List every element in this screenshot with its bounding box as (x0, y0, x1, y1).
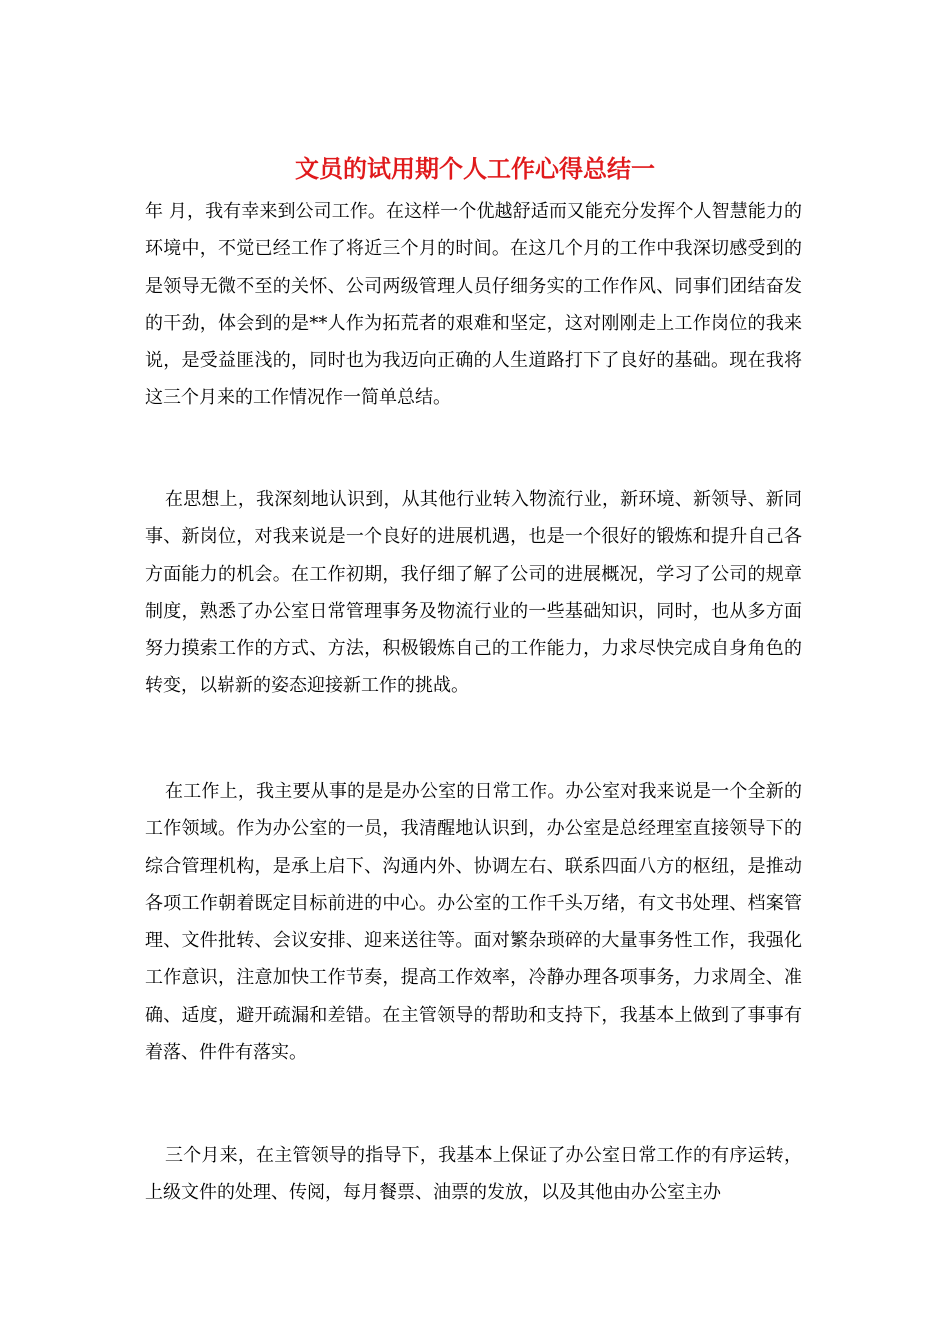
paragraph-work: 在工作上，我主要从事的是是办公室的日常工作。办公室对我来说是一个全新的工作领域。作为办公室的一员，我清醒地认识到，办公室是总经理室直接领导下的综合管理机构，是承上启下、沟通内外、协调左右、联系四面八方的枢纽，是推动各项工作朝着既定目标前进的中心。办公室的工作千头万绪，有文书处理、档案管理、文件批转、会议安排、迎来送往等。面对繁杂琐碎的大量事务性工作，我强化工作意识，注意加快工作节奏，提高工作效率，冷静办理各项事务，力求周全、准确、适度，避开疏漏和差错。在主管领导的帮助和支持下，我基本上做到了事事有着落、件件有落实。 (145, 781, 802, 1064)
document-title: 文员的试用期个人工作心得总结一 (295, 154, 655, 183)
paragraph-intro: 年 月，我有幸来到公司工作。在这样一个优越舒适而又能充分发挥个人智慧能力的环境中，不觉已经工作了将近三个月的时间。在这几个月的工作中我深切感受到的是领导无微不至的关怀、公司两级管理人员仔细务实的工作作风、同事们团结奋发的干劲，体会到的是**人作为拓荒者的艰难和坚定，这对刚刚走上工作岗位的我来说，是受益匪浅的，同时也为我迈向正确的人生道路打下了良好的基础。现在我将这三个月来的工作情况作一简单总结。 (145, 201, 802, 409)
paragraph-summary: 三个月来，在主管领导的指导下，我基本上保证了办公室日常工作的有序运转，上级文件的处理、传阅，每月餐票、油票的发放，以及其他由办公室主办 (145, 1145, 802, 1204)
paragraph-thinking: 在思想上，我深刻地认识到，从其他行业转入物流行业，新环境、新领导、新同事、新岗位，对我来说是一个良好的进展机遇，也是一个很好的锻炼和提升自己各方面能力的机会。在工作初期，我仔细了解了公司的进展概况，学习了公司的规章制度，熟悉了办公室日常管理事务及物流行业的一些基础知识，同时，也从多方面努力摸索工作的方式、方法，积极锻炼自己的工作能力，力求尽快完成自身角色的转变，以崭新的姿态迎接新工作的挑战。 (145, 489, 802, 697)
